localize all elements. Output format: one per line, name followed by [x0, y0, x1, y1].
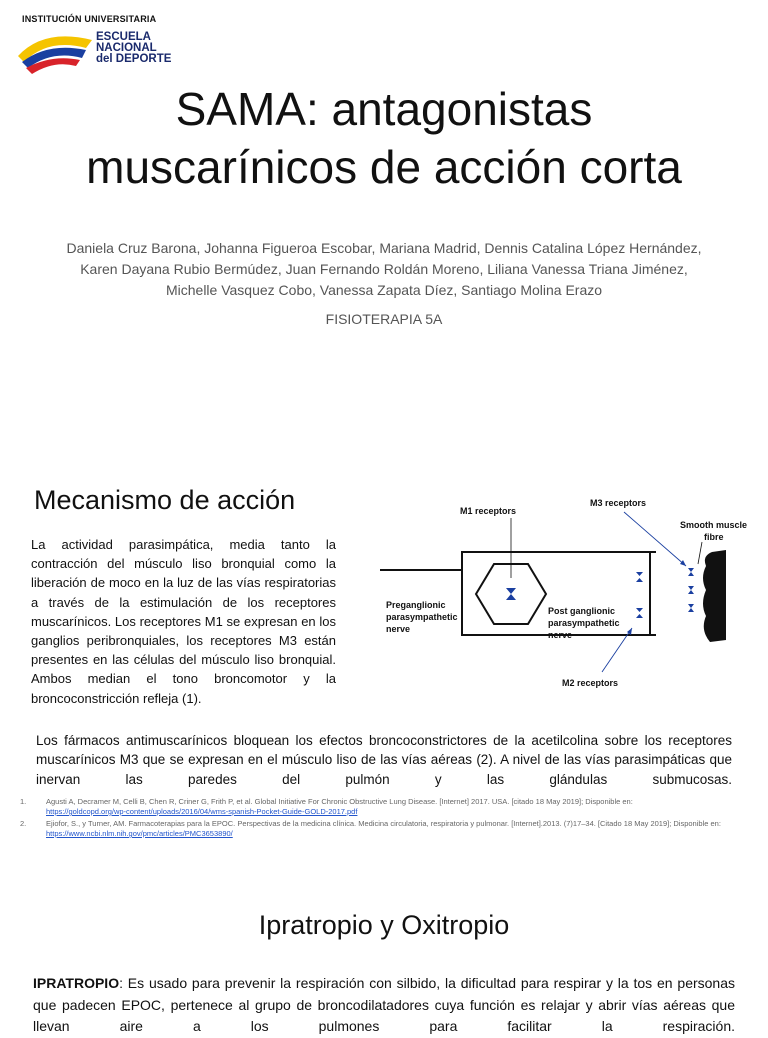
ipratropio-text: IPRATROPIO: Es usado para prevenir la respiración con silbido, la dificultad para respirar y la tos en personas que padecen EPOC, pertenece al grupo de broncodilatadores cuya función es relajar y abrir vías aéreas que llevan aire a los pulmones para facilitar la respiración. [33, 975, 735, 1034]
m2-receptor-icon [636, 572, 643, 582]
institution-logo [14, 12, 184, 72]
institution-name: ESCUELA NACIONAL del DEPORTE [96, 31, 172, 65]
reference-item: 1. Agusti A, Decramer M, Celli B, Chen R, Criner G, Frith P, et al. Global Initiative For Chronic Obstructive Lung Disease. [Internet] 2017. USA. [citado 18 May 2019]; Disponible en: https://goldcopd.org/wp-content/uploads/2016/04/wms-spanish-Pocket-Guide-GOLD-2017.pdf [20, 797, 633, 816]
institution-label: INSTITUCIÓN UNIVERSITARIA [22, 14, 157, 24]
m1-receptor-icon [506, 588, 516, 600]
mechanism-heading: Mecanismo de acción [34, 485, 296, 515]
m3-receptor-icon [688, 568, 694, 576]
references-list [20, 797, 750, 841]
smooth-muscle-shape [703, 550, 726, 642]
preganglionic-label: Preganglionic [386, 600, 446, 610]
m1-receptors-label: M1 receptors [460, 506, 517, 516]
program-label: FISIOTERAPIA 5A [325, 311, 443, 327]
m3-receptor-icon-2 [688, 586, 694, 594]
postganglionic-label: Post ganglionic [548, 606, 616, 616]
page-title: SAMA: antagonistas muscarínicos de acción corta [86, 83, 682, 193]
reference-link[interactable]: https://www.ncbi.nlm.nih.gov/pmc/articles/PMC3653890/ [46, 829, 233, 838]
m2-receptor-icon-2 [636, 608, 643, 618]
m3-receptors-label: M3 receptors [590, 498, 647, 508]
reference-item: 2. Ejiofor, S., y Turner, AM. Farmacoterapias para la EPOC. Perspectivas de la medicina clínica. Medicina circulatoria, respiratoria y pulmonar. [Internet].2013. (7)17–34. [Citado 18 May 2019]; Disponible en: https://www.ncbi.nlm.nih.gov/pmc/articles/PMC3653890/ [20, 819, 721, 838]
mechanism-text: La actividad parasimpática, media tanto la contracción del músculo liso bronquial como la liberación de moco en la luz de las vías respiratorias a través de la estimulación de los receptores muscarínicos. Los receptores M1 se expresan en los ganglios peribronquiales, los receptores M3 están presentes en las células del músculo liso bronquial. Ambos median el tono broncomotor y la broncoconstricción refleja (1). [31, 537, 336, 706]
preganglionic-label-3: nerve [386, 624, 411, 634]
smooth-muscle-label-2: fibre [704, 532, 724, 542]
flag-swoosh-icon [14, 26, 96, 74]
authors-list: Daniela Cruz Barona, Johanna Figueroa Escobar, Mariana Madrid, Dennis Catalina López Hernández, Karen Dayana Rubio Bermúdez, Juan Fernando Roldán Moreno, Liliana Vanessa Triana Jiménez, Michelle Vasquez Cobo, Vanessa Zapata Díez, Santiago Molina Erazo [66, 240, 702, 298]
reference-link[interactable]: https://goldcopd.org/wp-content/uploads/2016/04/wms-spanish-Pocket-Guide-GOLD-2017.pdf [46, 807, 358, 816]
m2-receptors-label: M2 receptors [562, 678, 619, 688]
m3-receptor-icon-3 [688, 604, 694, 612]
ipratropio-heading: Ipratropio y Oxitropio [258, 910, 510, 940]
postganglionic-label-3: nerve [548, 630, 573, 640]
smooth-muscle-label: Smooth muscle [680, 520, 748, 530]
postganglionic-label-2: parasympathetic [548, 618, 620, 628]
receptor-diagram [380, 490, 764, 700]
preganglionic-label-2: parasympathetic [386, 612, 458, 622]
antimuscarinic-text: Los fármacos antimuscarínicos bloquean los efectos broncoconstrictores de la acetilcolina sobre los receptores muscarínicos M3 que se expresan en el músculo liso de las vías aéreas (2). A nivel de las vías parasimpáticas que inervan las paredes del pulmón y las glándulas submucosas. [36, 733, 732, 787]
